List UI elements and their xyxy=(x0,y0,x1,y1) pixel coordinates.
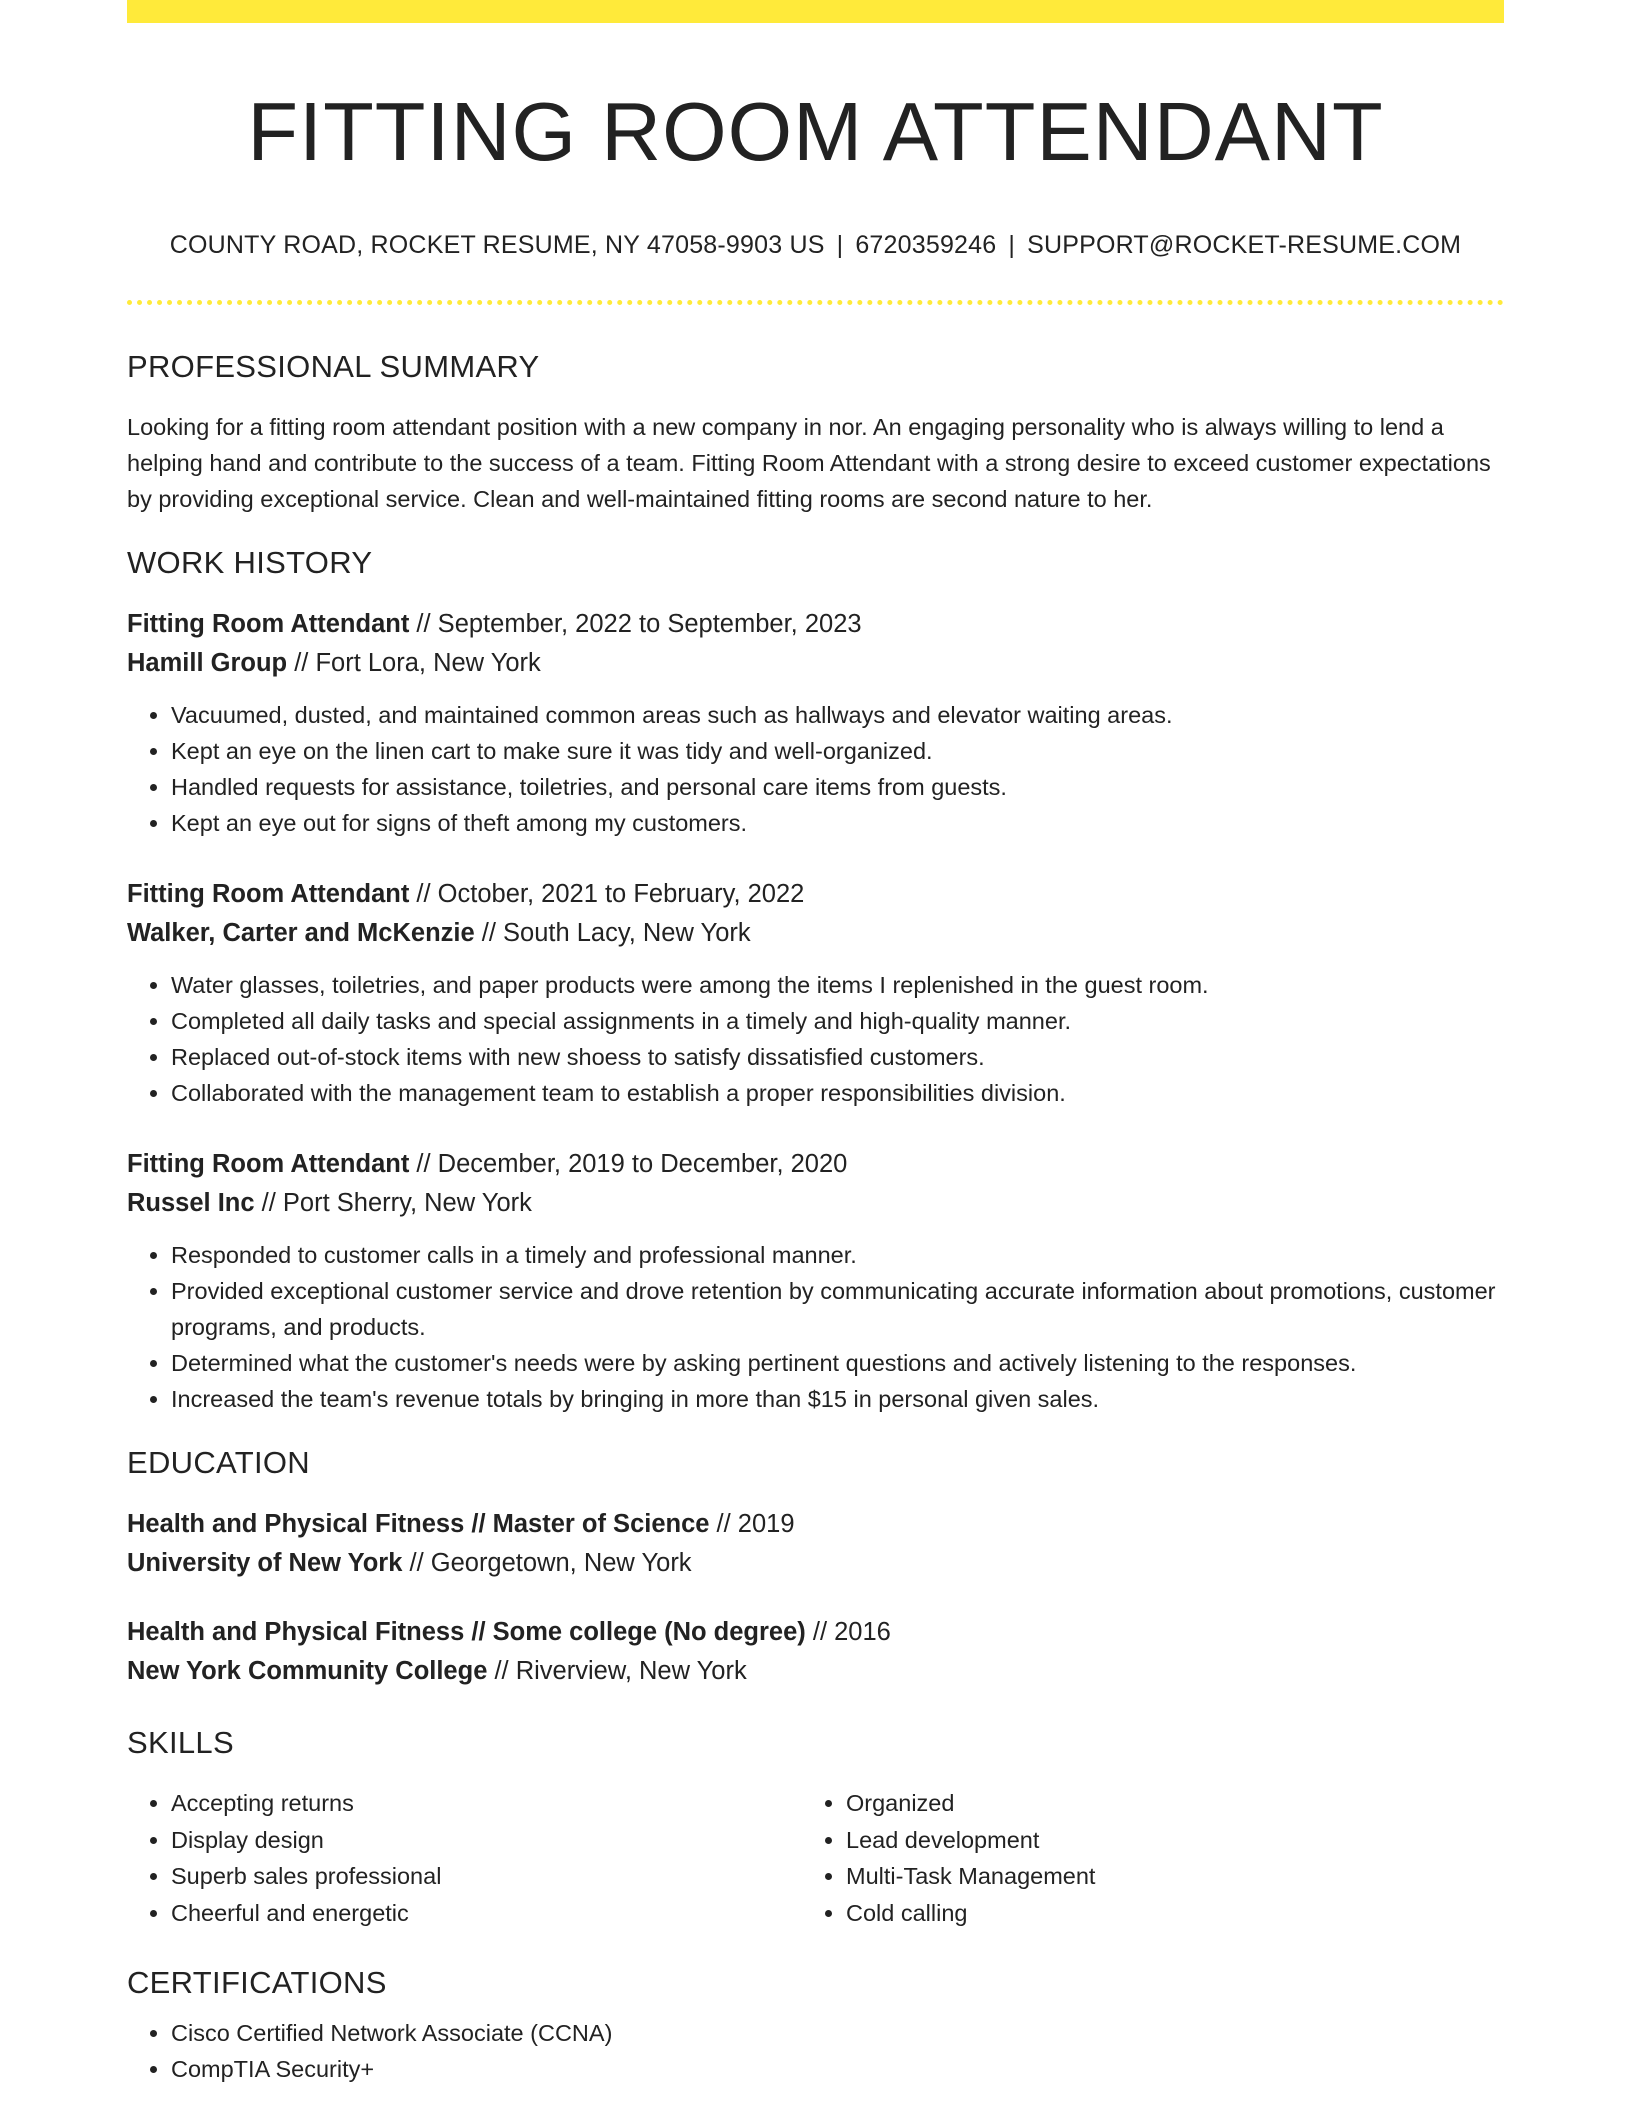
education-location: // Georgetown, New York xyxy=(402,1549,692,1578)
skill-item: • Accepting returns xyxy=(171,1785,802,1822)
job-company: Walker, Carter and McKenzie xyxy=(127,919,475,948)
education-year: // 2019 xyxy=(709,1510,795,1539)
education-school: University of New York xyxy=(127,1549,403,1578)
job-bullet: • Handled requests for assistance, toiletries, and personal care items from guests. xyxy=(171,769,1504,805)
contact-email: SUPPORT@ROCKET-RESUME.COM xyxy=(1027,231,1462,260)
job-dates: // September, 2022 to September, 2023 xyxy=(409,610,862,639)
job-bullet: • Increased the team's revenue totals by bringing in more than $15 in personal given sales. xyxy=(171,1381,1504,1417)
job-bullets xyxy=(127,1237,1504,1417)
job-bullets xyxy=(127,697,1504,841)
education-degree: Health and Physical Fitness // Master of Science xyxy=(127,1510,710,1539)
education-school: New York Community College xyxy=(127,1657,488,1686)
job-role: Fitting Room Attendant xyxy=(127,610,410,639)
contact-phone: 6720359246 xyxy=(855,231,997,260)
resume-name: FITTING ROOM ATTENDANT xyxy=(247,85,1384,178)
skill-item: • Multi-Task Management xyxy=(846,1858,1477,1895)
education-entry xyxy=(127,1613,1504,1691)
skills-grid xyxy=(127,1785,1504,1931)
job-entry xyxy=(127,1145,1504,1417)
job-company-line xyxy=(127,914,1504,953)
contact-separator: | xyxy=(836,231,844,260)
job-bullet: • Provided exceptional customer service and drove retention by communicating accurate information about promotions, customer programs, and products. xyxy=(171,1273,1504,1345)
job-company: Russel Inc xyxy=(127,1189,255,1218)
education-heading: EDUCATION xyxy=(127,1445,310,1481)
job-role: Fitting Room Attendant xyxy=(127,880,410,909)
job-company: Hamill Group xyxy=(127,649,288,678)
job-bullet: • Collaborated with the management team to establish a proper responsibilities division. xyxy=(171,1075,1504,1111)
education-degree-line xyxy=(127,1613,1504,1652)
skills-heading: SKILLS xyxy=(127,1725,234,1761)
contact-line xyxy=(127,231,1504,260)
education-school-line xyxy=(127,1544,1504,1583)
certifications-list xyxy=(127,2015,1504,2087)
education-degree-line xyxy=(127,1505,1504,1544)
education-degree: Health and Physical Fitness // Some college (No degree) xyxy=(127,1618,806,1647)
top-accent-bar xyxy=(127,0,1504,23)
job-dates: // October, 2021 to February, 2022 xyxy=(409,880,805,909)
work-history-heading: WORK HISTORY xyxy=(127,545,373,581)
job-entry xyxy=(127,875,1504,1111)
job-bullet: • Replaced out-of-stock items with new shoess to satisfy dissatisfied customers. xyxy=(171,1039,1504,1075)
job-bullet: • Vacuumed, dusted, and maintained common areas such as hallways and elevator waiting areas. xyxy=(171,697,1504,733)
certification-item: • Cisco Certified Network Associate (CCNA) xyxy=(171,2015,1504,2051)
skill-item: • Cheerful and energetic xyxy=(171,1895,802,1932)
job-bullet: • Water glasses, toiletries, and paper products were among the items I replenished in the guest room. xyxy=(171,967,1504,1003)
job-bullet: • Determined what the customer's needs were by asking pertinent questions and actively listening to the responses. xyxy=(171,1345,1504,1381)
skills-column-right xyxy=(802,1785,1477,1931)
job-bullet: • Kept an eye out for signs of theft among my customers. xyxy=(171,805,1504,841)
job-bullet: • Kept an eye on the linen cart to make sure it was tidy and well-organized. xyxy=(171,733,1504,769)
job-bullet: • Completed all daily tasks and special assignments in a timely and high-quality manner. xyxy=(171,1003,1504,1039)
education-year: // 2016 xyxy=(805,1618,891,1647)
job-location: // South Lacy, New York xyxy=(474,919,751,948)
skill-item: • Lead development xyxy=(846,1822,1477,1859)
job-title-line xyxy=(127,875,1504,914)
education-school-line xyxy=(127,1652,1504,1691)
resume-page xyxy=(127,0,1504,2087)
job-location: // Port Sherry, New York xyxy=(254,1189,532,1218)
skills-column-left xyxy=(127,1785,802,1931)
job-title-line xyxy=(127,605,1504,644)
job-dates: // December, 2019 to December, 2020 xyxy=(409,1150,848,1179)
certification-item: • CompTIA Security+ xyxy=(171,2051,1504,2087)
education-entry xyxy=(127,1505,1504,1583)
skill-item: • Display design xyxy=(171,1822,802,1859)
job-entry xyxy=(127,605,1504,841)
summary-text: Looking for a fitting room attendant position with a new company in nor. An engaging personality who is always willing to lend a helping hand and contribute to the success of a team. Fitting Room Attendant with a strong desire to exceed customer expectations by providing exceptional service. Clean and well-maintained fitting rooms are second nature to her. xyxy=(127,414,1491,513)
job-title-line xyxy=(127,1145,1504,1184)
job-role: Fitting Room Attendant xyxy=(127,1150,410,1179)
skill-item: • Superb sales professional xyxy=(171,1858,802,1895)
contact-separator: | xyxy=(1008,231,1016,260)
job-bullet: • Responded to customer calls in a timely and professional manner. xyxy=(171,1237,1504,1273)
dotted-divider xyxy=(127,300,1504,305)
job-company-line xyxy=(127,1184,1504,1223)
contact-address: COUNTY ROAD, ROCKET RESUME, NY 47058-9903 US xyxy=(169,231,825,260)
education-location: // Riverview, New York xyxy=(487,1657,747,1686)
skill-item: • Cold calling xyxy=(846,1895,1477,1932)
summary-heading: PROFESSIONAL SUMMARY xyxy=(127,349,540,385)
skill-item: • Organized xyxy=(846,1785,1477,1822)
job-company-line xyxy=(127,644,1504,683)
certifications-heading: CERTIFICATIONS xyxy=(127,1965,387,2001)
job-bullets xyxy=(127,967,1504,1111)
job-location: // Fort Lora, New York xyxy=(287,649,541,678)
